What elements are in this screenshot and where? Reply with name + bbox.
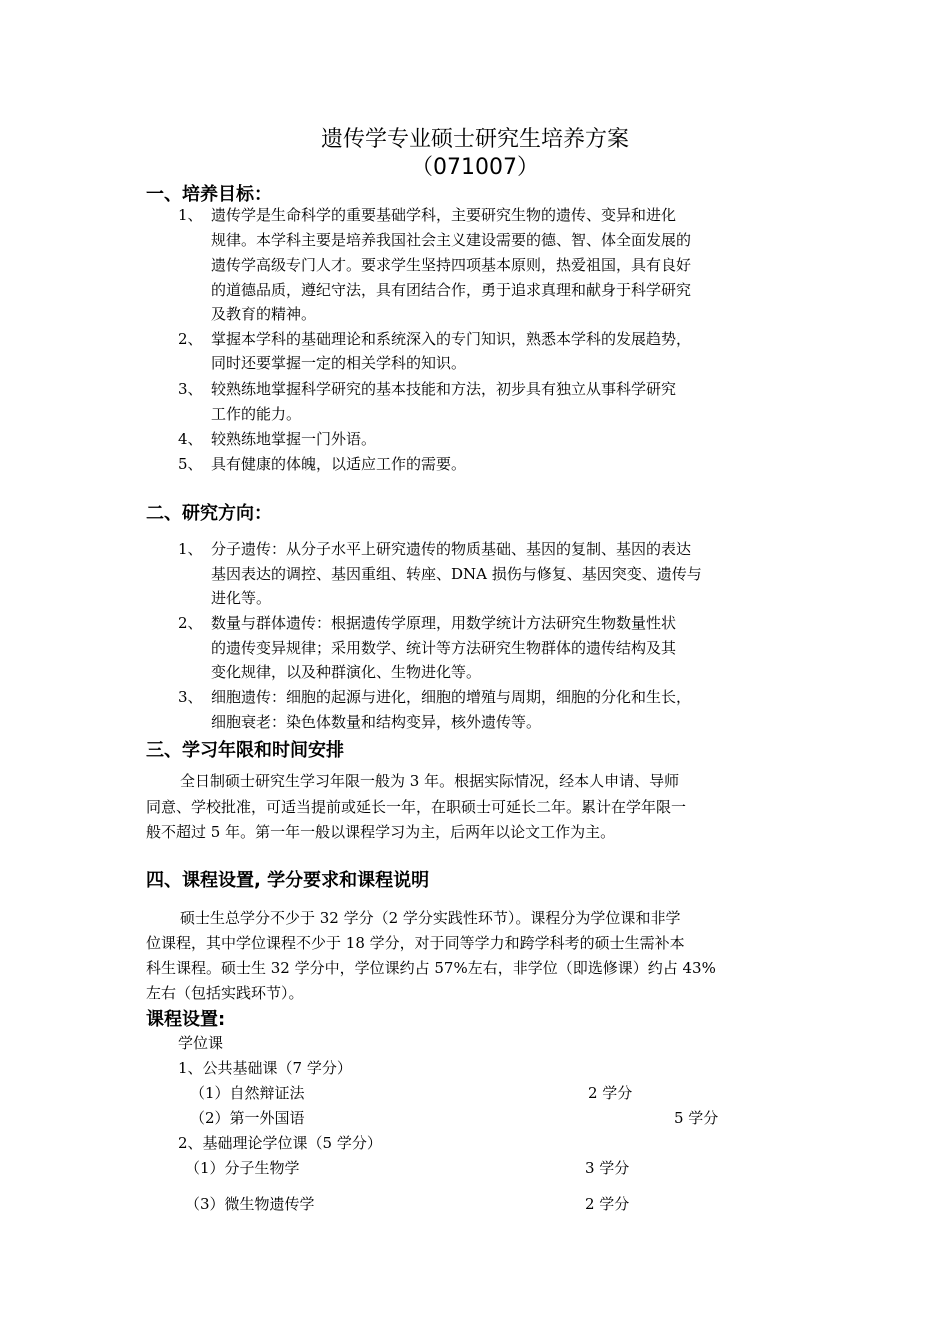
list-item-text: 的遗传变异规律；采用数学、统计等方法研究生物群体的遗传结构及其	[211, 639, 677, 657]
paragraph-line: 科生课程。硕士生 32 学分中，学位课约占 57%左右，非学位（即选修课）约占 43%	[146, 959, 716, 977]
list-number: 3、	[178, 380, 203, 398]
section-heading-schedule: 三、学习年限和时间安排	[146, 740, 344, 761]
course-name: （1）分子生物学	[185, 1159, 300, 1177]
course-group: 2、基础理论学位课（5 学分）	[178, 1134, 382, 1152]
course-credit: 5 学分	[674, 1109, 719, 1127]
paragraph-line: 同意、学校批准，可适当提前或延长一年，在职硕士可延长二年。累计在学年限一	[146, 798, 687, 816]
course-credit: 3 学分	[585, 1159, 630, 1177]
course-name: （3）微生物遗传学	[185, 1195, 315, 1213]
paragraph-line: 全日制硕士研究生学习年限一般为 3 年。根据实际情况，经本人申请、导师	[180, 772, 680, 790]
list-number: 1、	[178, 206, 203, 224]
list-number: 2、	[178, 330, 203, 348]
list-item-text: 分子遗传：从分子水平上研究遗传的物质基础、基因的复制、基因的表达	[211, 540, 692, 558]
list-number: 5、	[178, 455, 203, 473]
list-number: 4、	[178, 430, 203, 448]
list-item-text: 细胞衰老：染色体数量和结构变异，核外遗传等。	[211, 713, 542, 731]
list-item-text: 掌握本学科的基础理论和系统深入的专门知识，熟悉本学科的发展趋势，	[211, 330, 692, 348]
course-name: （2）第一外国语	[190, 1109, 305, 1127]
list-item-text: 较熟练地掌握科学研究的基本技能和方法，初步具有独立从事科学研究	[211, 380, 677, 398]
list-item-text: 具有健康的体魄，以适应工作的需要。	[211, 455, 467, 473]
list-number: 3、	[178, 688, 203, 706]
paragraph-line: 左右（包括实践环节）。	[146, 984, 304, 1002]
list-item-text: 同时还要掌握一定的相关学科的知识。	[211, 354, 467, 372]
section-heading-goals: 一、培养目标：	[146, 184, 272, 205]
list-item-text: 变化规律，以及种群演化、生物进化等。	[211, 663, 482, 681]
list-item-text: 工作的能力。	[211, 405, 302, 423]
list-item-text: 的道德品质，遵纪守法，具有团结合作，勇于追求真理和献身于科学研究	[211, 281, 692, 299]
section-heading-research: 二、研究方向：	[146, 503, 272, 524]
paragraph-line: 般不超过 5 年。第一年一般以课程学习为主，后两年以论文工作为主。	[146, 823, 616, 841]
degree-course-label: 学位课	[178, 1034, 224, 1052]
list-item-text: 规律。本学科主要是培养我国社会主义建设需要的德、智、体全面发展的	[211, 231, 692, 249]
paragraph-line: 位课程，其中学位课程不少于 18 学分，对于同等学力和跨学科考的硕士生需补本	[146, 934, 685, 952]
list-item-text: 遗传学是生命科学的重要基础学科，主要研究生物的遗传、变异和进化	[211, 206, 677, 224]
course-credit: 2 学分	[585, 1195, 630, 1213]
list-number: 1、	[178, 540, 203, 558]
paragraph-line: 硕士生总学分不少于 32 学分（2 学分实践性环节）。课程分为学位课和非学	[180, 909, 681, 927]
list-item-text: 及教育的精神。	[211, 305, 317, 323]
course-setting-heading: 课程设置:	[146, 1009, 226, 1030]
list-item-text: 较熟练地掌握一门外语。	[211, 430, 377, 448]
list-number: 2、	[178, 614, 203, 632]
list-item-text: 细胞遗传：细胞的起源与进化，细胞的增殖与周期，细胞的分化和生长，	[211, 688, 692, 706]
document-title: 遗传学专业硕士研究生培养方案	[320, 127, 629, 152]
list-item-text: 数量与群体遗传：根据遗传学原理，用数学统计方法研究生物数量性状	[211, 614, 677, 632]
course-group: 1、公共基础课（7 学分）	[178, 1059, 352, 1077]
list-item-text: 进化等。	[211, 589, 272, 607]
list-item-text: 基因表达的调控、基因重组、转座、DNA 损伤与修复、基因突变、遗传与	[211, 565, 702, 583]
list-item-text: 遗传学高级专门人才。要求学生坚持四项基本原则，热爱祖国，具有良好	[211, 256, 692, 274]
course-credit: 2 学分	[588, 1084, 633, 1102]
section-heading-courses: 四、课程设置, 学分要求和课程说明	[146, 870, 430, 891]
program-code: （071007）	[411, 155, 539, 180]
course-name: （1）自然辩证法	[190, 1084, 305, 1102]
